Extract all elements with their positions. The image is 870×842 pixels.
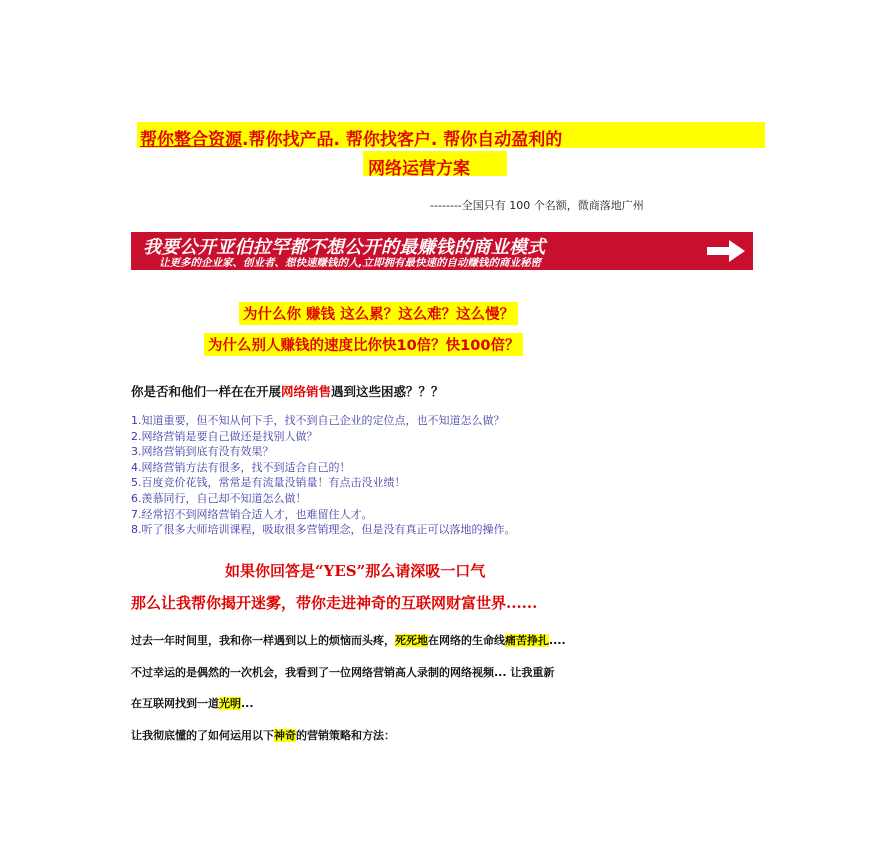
title-part-integrate: 帮你整合资源 [140, 130, 242, 150]
p1-text: 过去一年时间里，我和你一样遇到以上的烦恼而头疼， [131, 634, 395, 647]
list-item: 5.百度竞价花钱，常常是有流量没销量！有点击没业绩！ [131, 476, 406, 490]
answer-line-2: 那么让我帮你揭开迷雾，带你走进神奇的互联网财富世界...... [131, 594, 538, 612]
p1-end: .... [549, 634, 566, 647]
paragraph-2: 不过幸运的是偶然的一次机会，我看到了一位网络营销高人录制的网络视频... 让我重新 [131, 666, 555, 679]
list-item: 2.网络营销是要自己做还是找别人做？ [131, 429, 318, 443]
list-item: 1.知道重要，但不知从何下手，找不到自己企业的定位点，也不知道怎么做？ [131, 414, 505, 427]
title-line-2: 网络运营方案 [368, 159, 470, 179]
p1-mid: 在网络的生命线 [428, 634, 505, 647]
promo-banner [131, 232, 753, 270]
banner-main-text: 我要公开亚伯拉罕都不想公开的最赚钱的商业模式 [143, 237, 546, 258]
title-part-customer: . 帮你找客户 [333, 130, 431, 150]
paragraph-1 [131, 632, 566, 648]
p3-end: ... [241, 697, 254, 710]
paragraph-4 [131, 727, 395, 743]
list-item: 8.听了很多大师培训课程，吸取很多营销理念，但是没有真正可以落地的操作。 [131, 523, 516, 537]
paragraph-3 [131, 695, 254, 711]
question-1: 为什么你 赚钱 这么累？这么难？这么慢？ [239, 302, 518, 325]
p1-highlight-1: 死死地 [395, 634, 428, 647]
title-line-1 [140, 125, 562, 150]
list-item: 6.羡慕同行，自己却不知道怎么做！ [131, 491, 307, 505]
subtitle: --------全国只有 100 个名额，微商落地广州 [430, 199, 644, 212]
heading-after: 遇到这些困惑？？？ [331, 384, 444, 399]
arrow-right-icon [705, 238, 747, 264]
title-part-product: .帮你找产品 [242, 130, 334, 150]
p4-after: 的营销策略和方法： [296, 729, 395, 742]
p1-highlight-2: 痛苦挣扎 [505, 634, 549, 647]
confusion-heading [131, 382, 444, 400]
p4-highlight: 神奇 [274, 729, 296, 742]
p3-text: 在互联网找到一道 [131, 697, 219, 710]
p3-highlight: 光明 [219, 697, 241, 710]
title-part-profit: . 帮你自动盈利的 [430, 130, 563, 150]
question-2: 为什么别人赚钱的速度比你快10倍？快100倍？ [204, 333, 523, 356]
banner-sub-text: 让更多的企业家、创业者、想快速赚钱的人,立即拥有最快速的自动赚钱的商业秘密 [159, 257, 541, 269]
p4-text: 让我彻底懂的了如何运用以下 [131, 729, 274, 742]
heading-highlight: 网络销售 [281, 384, 332, 399]
answer-line-1: 如果你回答是“YES”那么请深吸一口气 [225, 562, 486, 580]
list-item: 3.网络营销到底有没有效果？ [131, 445, 274, 459]
list-item: 7.经常招不到网络营销合适人才，也难留住人才。 [131, 507, 373, 521]
heading-before: 你是否和他们一样在在开展 [131, 384, 282, 399]
confusion-list [131, 413, 516, 538]
list-item: 4.网络营销方法有很多，找不到适合自己的！ [131, 460, 351, 474]
